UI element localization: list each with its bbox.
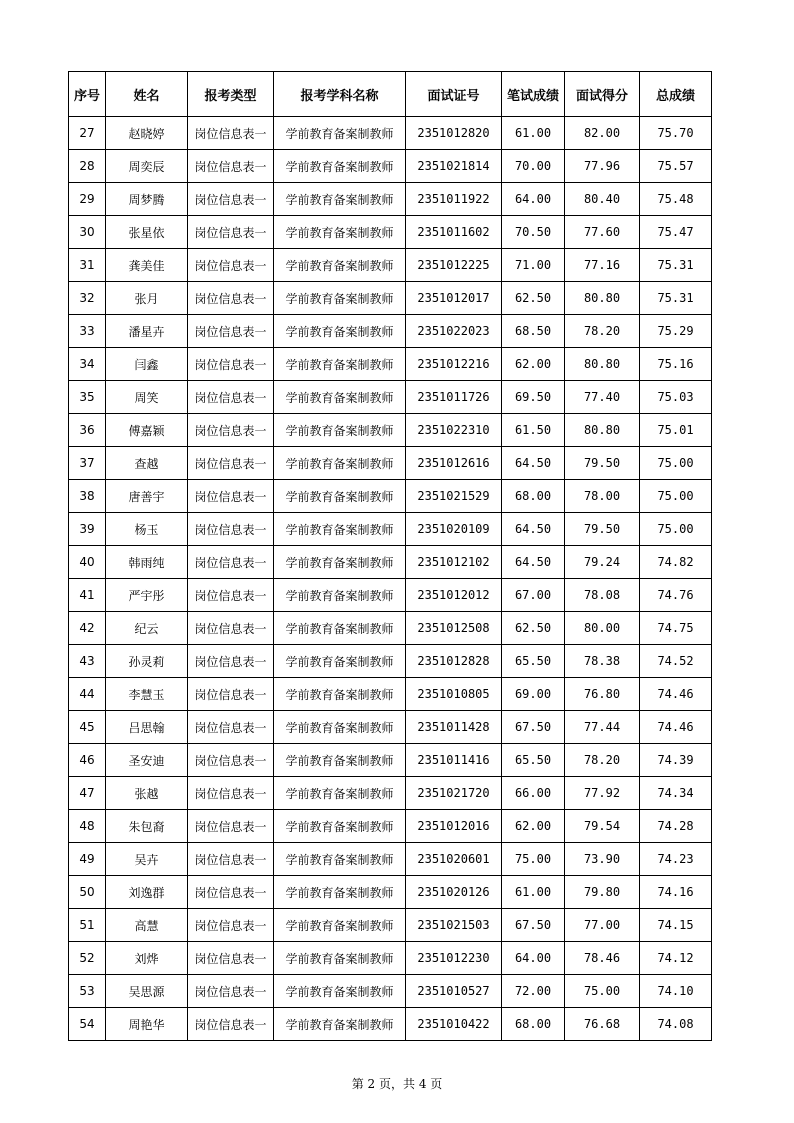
- cell-index: 34: [69, 348, 106, 381]
- cell-interview-id: 2351011428: [406, 711, 502, 744]
- cell-interview-score: 78.46: [565, 942, 640, 975]
- cell-total-score: 74.10: [640, 975, 712, 1008]
- cell-interview-score: 78.38: [565, 645, 640, 678]
- cell-interview-score: 75.00: [565, 975, 640, 1008]
- cell-total-score: 74.82: [640, 546, 712, 579]
- cell-total-score: 74.12: [640, 942, 712, 975]
- cell-interview-score: 79.50: [565, 513, 640, 546]
- cell-name: 张月: [106, 282, 188, 315]
- cell-total-score: 75.47: [640, 216, 712, 249]
- cell-interview-id: 2351021503: [406, 909, 502, 942]
- cell-total-score: 74.15: [640, 909, 712, 942]
- table-row: [69, 744, 712, 777]
- cell-interview-id: 2351012016: [406, 810, 502, 843]
- cell-total-score: 74.23: [640, 843, 712, 876]
- cell-total-score: 75.00: [640, 513, 712, 546]
- cell-name: 周笑: [106, 381, 188, 414]
- cell-type: 岗位信息表一: [188, 381, 274, 414]
- table-row: [69, 1008, 712, 1041]
- header-type: 报考类型: [188, 72, 274, 117]
- cell-interview-score: 77.00: [565, 909, 640, 942]
- cell-subject: 学前教育备案制教师: [274, 282, 406, 315]
- cell-subject: 学前教育备案制教师: [274, 612, 406, 645]
- cell-name: 龚美佳: [106, 249, 188, 282]
- cell-index: 30: [69, 216, 106, 249]
- cell-total-score: 75.70: [640, 117, 712, 150]
- cell-name: 吕思翰: [106, 711, 188, 744]
- cell-total-score: 75.57: [640, 150, 712, 183]
- cell-interview-id: 2351012820: [406, 117, 502, 150]
- cell-interview-id: 2351021720: [406, 777, 502, 810]
- cell-type: 岗位信息表一: [188, 777, 274, 810]
- cell-written-score: 62.00: [502, 348, 565, 381]
- cell-type: 岗位信息表一: [188, 249, 274, 282]
- cell-type: 岗位信息表一: [188, 1008, 274, 1041]
- cell-total-score: 75.01: [640, 414, 712, 447]
- cell-type: 岗位信息表一: [188, 975, 274, 1008]
- table-row: [69, 777, 712, 810]
- cell-index: 31: [69, 249, 106, 282]
- cell-interview-id: 2351021529: [406, 480, 502, 513]
- cell-index: 37: [69, 447, 106, 480]
- cell-name: 杨玉: [106, 513, 188, 546]
- cell-interview-score: 77.96: [565, 150, 640, 183]
- cell-interview-id: 2351022310: [406, 414, 502, 447]
- cell-written-score: 62.00: [502, 810, 565, 843]
- cell-subject: 学前教育备案制教师: [274, 645, 406, 678]
- table-row: [69, 216, 712, 249]
- cell-written-score: 70.50: [502, 216, 565, 249]
- header-name: 姓名: [106, 72, 188, 117]
- cell-written-score: 64.00: [502, 183, 565, 216]
- cell-interview-id: 2351012012: [406, 579, 502, 612]
- cell-subject: 学前教育备案制教师: [274, 744, 406, 777]
- cell-subject: 学前教育备案制教师: [274, 909, 406, 942]
- cell-name: 傅嘉颖: [106, 414, 188, 447]
- cell-name: 刘逸群: [106, 876, 188, 909]
- cell-total-score: 75.29: [640, 315, 712, 348]
- cell-written-score: 61.00: [502, 876, 565, 909]
- cell-subject: 学前教育备案制教师: [274, 843, 406, 876]
- cell-name: 孙灵莉: [106, 645, 188, 678]
- cell-name: 高慧: [106, 909, 188, 942]
- cell-written-score: 62.50: [502, 612, 565, 645]
- cell-written-score: 64.50: [502, 546, 565, 579]
- cell-interview-id: 2351012508: [406, 612, 502, 645]
- cell-index: 49: [69, 843, 106, 876]
- cell-index: 35: [69, 381, 106, 414]
- cell-total-score: 75.00: [640, 447, 712, 480]
- cell-interview-id: 2351020601: [406, 843, 502, 876]
- cell-index: 46: [69, 744, 106, 777]
- cell-interview-id: 2351012828: [406, 645, 502, 678]
- cell-interview-id: 2351012017: [406, 282, 502, 315]
- cell-total-score: 74.08: [640, 1008, 712, 1041]
- table-row: [69, 150, 712, 183]
- cell-interview-id: 2351021814: [406, 150, 502, 183]
- table-row: [69, 711, 712, 744]
- cell-total-score: 74.75: [640, 612, 712, 645]
- table-row: [69, 447, 712, 480]
- cell-name: 韩雨纯: [106, 546, 188, 579]
- cell-type: 岗位信息表一: [188, 942, 274, 975]
- cell-total-score: 74.46: [640, 678, 712, 711]
- cell-interview-id: 2351010527: [406, 975, 502, 1008]
- cell-type: 岗位信息表一: [188, 546, 274, 579]
- cell-subject: 学前教育备案制教师: [274, 777, 406, 810]
- cell-index: 29: [69, 183, 106, 216]
- cell-index: 42: [69, 612, 106, 645]
- cell-written-score: 66.00: [502, 777, 565, 810]
- cell-written-score: 67.00: [502, 579, 565, 612]
- header-interview-id: 面试证号: [406, 72, 502, 117]
- cell-written-score: 69.50: [502, 381, 565, 414]
- cell-interview-id: 2351012230: [406, 942, 502, 975]
- cell-subject: 学前教育备案制教师: [274, 678, 406, 711]
- cell-subject: 学前教育备案制教师: [274, 447, 406, 480]
- cell-index: 47: [69, 777, 106, 810]
- cell-total-score: 74.16: [640, 876, 712, 909]
- cell-written-score: 65.50: [502, 645, 565, 678]
- cell-total-score: 75.48: [640, 183, 712, 216]
- cell-total-score: 74.34: [640, 777, 712, 810]
- cell-interview-score: 78.20: [565, 744, 640, 777]
- cell-interview-score: 79.24: [565, 546, 640, 579]
- cell-name: 吴卉: [106, 843, 188, 876]
- cell-written-score: 67.50: [502, 711, 565, 744]
- cell-interview-score: 78.08: [565, 579, 640, 612]
- cell-type: 岗位信息表一: [188, 282, 274, 315]
- cell-type: 岗位信息表一: [188, 744, 274, 777]
- cell-subject: 学前教育备案制教师: [274, 810, 406, 843]
- cell-written-score: 64.50: [502, 447, 565, 480]
- cell-written-score: 72.00: [502, 975, 565, 1008]
- table-row: [69, 876, 712, 909]
- cell-subject: 学前教育备案制教师: [274, 183, 406, 216]
- cell-name: 严宇彤: [106, 579, 188, 612]
- cell-interview-score: 80.80: [565, 348, 640, 381]
- table-row: [69, 810, 712, 843]
- cell-index: 48: [69, 810, 106, 843]
- cell-type: 岗位信息表一: [188, 678, 274, 711]
- cell-subject: 学前教育备案制教师: [274, 249, 406, 282]
- cell-interview-score: 78.20: [565, 315, 640, 348]
- cell-written-score: 64.00: [502, 942, 565, 975]
- cell-name: 周奕辰: [106, 150, 188, 183]
- cell-index: 38: [69, 480, 106, 513]
- cell-interview-id: 2351022023: [406, 315, 502, 348]
- cell-name: 潘星卉: [106, 315, 188, 348]
- cell-interview-id: 2351012216: [406, 348, 502, 381]
- cell-index: 40: [69, 546, 106, 579]
- cell-type: 岗位信息表一: [188, 447, 274, 480]
- cell-subject: 学前教育备案制教师: [274, 975, 406, 1008]
- cell-total-score: 74.76: [640, 579, 712, 612]
- cell-total-score: 75.03: [640, 381, 712, 414]
- cell-interview-score: 77.44: [565, 711, 640, 744]
- table-row: [69, 942, 712, 975]
- cell-index: 45: [69, 711, 106, 744]
- cell-interview-id: 2351011922: [406, 183, 502, 216]
- cell-written-score: 62.50: [502, 282, 565, 315]
- cell-type: 岗位信息表一: [188, 612, 274, 645]
- table-row: [69, 843, 712, 876]
- table-row: [69, 579, 712, 612]
- cell-written-score: 69.00: [502, 678, 565, 711]
- cell-type: 岗位信息表一: [188, 216, 274, 249]
- cell-interview-id: 2351010422: [406, 1008, 502, 1041]
- cell-index: 51: [69, 909, 106, 942]
- cell-total-score: 75.31: [640, 282, 712, 315]
- cell-interview-score: 80.00: [565, 612, 640, 645]
- cell-interview-id: 2351012102: [406, 546, 502, 579]
- cell-interview-score: 73.90: [565, 843, 640, 876]
- cell-index: 53: [69, 975, 106, 1008]
- cell-type: 岗位信息表一: [188, 414, 274, 447]
- cell-name: 刘烨: [106, 942, 188, 975]
- cell-type: 岗位信息表一: [188, 150, 274, 183]
- cell-subject: 学前教育备案制教师: [274, 315, 406, 348]
- cell-written-score: 61.50: [502, 414, 565, 447]
- header-written-score: 笔试成绩: [502, 72, 565, 117]
- cell-interview-id: 2351010805: [406, 678, 502, 711]
- cell-interview-score: 80.80: [565, 282, 640, 315]
- cell-written-score: 67.50: [502, 909, 565, 942]
- cell-type: 岗位信息表一: [188, 315, 274, 348]
- cell-interview-score: 79.80: [565, 876, 640, 909]
- cell-type: 岗位信息表一: [188, 480, 274, 513]
- cell-interview-id: 2351020109: [406, 513, 502, 546]
- cell-type: 岗位信息表一: [188, 579, 274, 612]
- cell-total-score: 75.16: [640, 348, 712, 381]
- table-row: [69, 975, 712, 1008]
- cell-type: 岗位信息表一: [188, 909, 274, 942]
- table-row: [69, 645, 712, 678]
- cell-index: 32: [69, 282, 106, 315]
- cell-interview-score: 78.00: [565, 480, 640, 513]
- header-index: 序号: [69, 72, 106, 117]
- cell-total-score: 74.46: [640, 711, 712, 744]
- cell-interview-score: 79.54: [565, 810, 640, 843]
- table-row: [69, 117, 712, 150]
- table-row: [69, 348, 712, 381]
- cell-interview-id: 2351012616: [406, 447, 502, 480]
- cell-index: 36: [69, 414, 106, 447]
- cell-subject: 学前教育备案制教师: [274, 348, 406, 381]
- cell-interview-id: 2351011416: [406, 744, 502, 777]
- cell-subject: 学前教育备案制教师: [274, 216, 406, 249]
- cell-interview-id: 2351011726: [406, 381, 502, 414]
- cell-name: 李慧玉: [106, 678, 188, 711]
- cell-interview-score: 77.92: [565, 777, 640, 810]
- header-subject: 报考学科名称: [274, 72, 406, 117]
- table-row: [69, 183, 712, 216]
- table-row: [69, 315, 712, 348]
- table-row: [69, 480, 712, 513]
- cell-written-score: 70.00: [502, 150, 565, 183]
- cell-type: 岗位信息表一: [188, 348, 274, 381]
- cell-index: 39: [69, 513, 106, 546]
- cell-interview-score: 80.40: [565, 183, 640, 216]
- cell-interview-score: 82.00: [565, 117, 640, 150]
- cell-subject: 学前教育备案制教师: [274, 117, 406, 150]
- cell-written-score: 61.00: [502, 117, 565, 150]
- cell-subject: 学前教育备案制教师: [274, 876, 406, 909]
- cell-type: 岗位信息表一: [188, 117, 274, 150]
- cell-type: 岗位信息表一: [188, 810, 274, 843]
- cell-index: 52: [69, 942, 106, 975]
- cell-index: 43: [69, 645, 106, 678]
- cell-interview-score: 80.80: [565, 414, 640, 447]
- cell-subject: 学前教育备案制教师: [274, 942, 406, 975]
- table-row: [69, 414, 712, 447]
- table-row: [69, 282, 712, 315]
- cell-written-score: 68.00: [502, 480, 565, 513]
- header-interview-score: 面试得分: [565, 72, 640, 117]
- cell-subject: 学前教育备案制教师: [274, 513, 406, 546]
- table-row: [69, 381, 712, 414]
- cell-total-score: 74.39: [640, 744, 712, 777]
- cell-subject: 学前教育备案制教师: [274, 1008, 406, 1041]
- cell-interview-id: 2351011602: [406, 216, 502, 249]
- cell-name: 吴思源: [106, 975, 188, 1008]
- table-row: [69, 546, 712, 579]
- cell-interview-score: 77.40: [565, 381, 640, 414]
- cell-interview-score: 77.16: [565, 249, 640, 282]
- cell-index: 50: [69, 876, 106, 909]
- cell-name: 赵晓婷: [106, 117, 188, 150]
- cell-subject: 学前教育备案制教师: [274, 579, 406, 612]
- cell-index: 41: [69, 579, 106, 612]
- cell-index: 28: [69, 150, 106, 183]
- cell-total-score: 74.52: [640, 645, 712, 678]
- cell-name: 周艳华: [106, 1008, 188, 1041]
- cell-index: 44: [69, 678, 106, 711]
- header-row: [69, 72, 712, 117]
- cell-written-score: 68.50: [502, 315, 565, 348]
- table-row: [69, 612, 712, 645]
- page-footer: 第 2 页，共 4 页: [351, 1077, 443, 1091]
- cell-total-score: 75.00: [640, 480, 712, 513]
- table-row: [69, 513, 712, 546]
- cell-type: 岗位信息表一: [188, 876, 274, 909]
- cell-subject: 学前教育备案制教师: [274, 381, 406, 414]
- cell-name: 圣安迪: [106, 744, 188, 777]
- cell-interview-id: 2351012225: [406, 249, 502, 282]
- cell-name: 朱包裔: [106, 810, 188, 843]
- cell-subject: 学前教育备案制教师: [274, 546, 406, 579]
- cell-type: 岗位信息表一: [188, 711, 274, 744]
- cell-subject: 学前教育备案制教师: [274, 711, 406, 744]
- cell-index: 27: [69, 117, 106, 150]
- cell-written-score: 64.50: [502, 513, 565, 546]
- cell-name: 张越: [106, 777, 188, 810]
- cell-subject: 学前教育备案制教师: [274, 150, 406, 183]
- cell-name: 查越: [106, 447, 188, 480]
- cell-subject: 学前教育备案制教师: [274, 414, 406, 447]
- cell-name: 张星依: [106, 216, 188, 249]
- header-total-score: 总成绩: [640, 72, 712, 117]
- cell-index: 54: [69, 1008, 106, 1041]
- cell-written-score: 71.00: [502, 249, 565, 282]
- cell-interview-score: 77.60: [565, 216, 640, 249]
- cell-name: 闫鑫: [106, 348, 188, 381]
- cell-interview-score: 76.68: [565, 1008, 640, 1041]
- score-table: [68, 71, 712, 1041]
- table-row: [69, 909, 712, 942]
- cell-name: 唐善宇: [106, 480, 188, 513]
- cell-subject: 学前教育备案制教师: [274, 480, 406, 513]
- cell-written-score: 65.50: [502, 744, 565, 777]
- cell-total-score: 75.31: [640, 249, 712, 282]
- table-row: [69, 678, 712, 711]
- cell-written-score: 68.00: [502, 1008, 565, 1041]
- cell-interview-score: 76.80: [565, 678, 640, 711]
- cell-interview-id: 2351020126: [406, 876, 502, 909]
- cell-type: 岗位信息表一: [188, 513, 274, 546]
- table-row: [69, 249, 712, 282]
- cell-name: 纪云: [106, 612, 188, 645]
- cell-type: 岗位信息表一: [188, 645, 274, 678]
- cell-written-score: 75.00: [502, 843, 565, 876]
- cell-type: 岗位信息表一: [188, 843, 274, 876]
- cell-name: 周梦腾: [106, 183, 188, 216]
- cell-interview-score: 79.50: [565, 447, 640, 480]
- cell-index: 33: [69, 315, 106, 348]
- cell-type: 岗位信息表一: [188, 183, 274, 216]
- cell-total-score: 74.28: [640, 810, 712, 843]
